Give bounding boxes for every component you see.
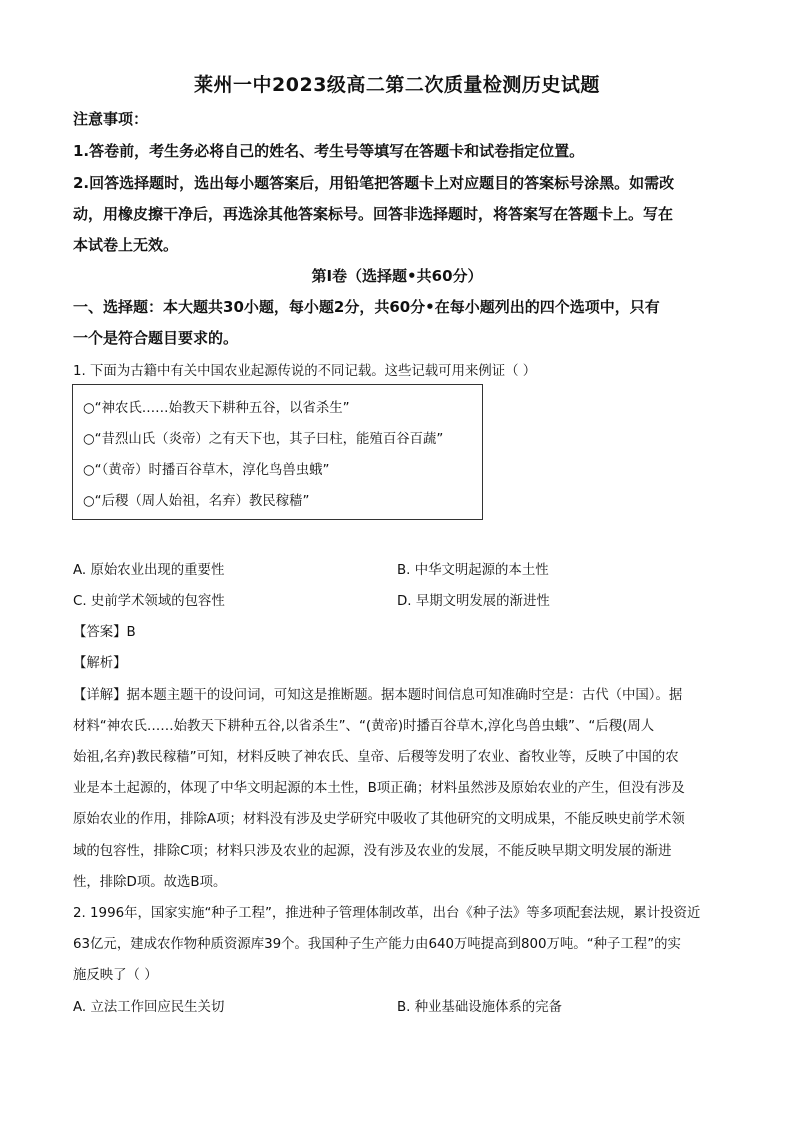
section-intro-b: 一个是符合题目要求的。 (73, 329, 239, 347)
q1-detail-line: 性，排除D项。故选B项。 (73, 875, 227, 890)
q1-answer: 【答案】B (73, 625, 136, 640)
q1-option-b: B. 中华文明起源的本土性 (397, 563, 549, 578)
q1-detail-line: 域的包容性，排除C项；材料只涉及农业的起源，没有涉及农业的发展，不能反映早期文明发展的渐进 (73, 844, 672, 859)
q1-detail-line: 【详解】据本题主题干的设问词，可知这是推断题。据本题时间信息可知准确时空是：古代（中国）。据 (73, 688, 683, 703)
q2-option-a: A. 立法工作回应民生关切 (73, 1000, 225, 1015)
notice-line-1: 1.答卷前，考生务必将自己的姓名、考生号等填写在答题卡和试卷指定位置。 (73, 142, 585, 160)
question-1-stem: 1. 下面为古籍中有关中国农业起源传说的不同记载。这些记载可用来例证（ ） (73, 364, 537, 379)
section-heading: 第Ⅰ卷（选择题•共60分） (311, 267, 483, 285)
q1-detail-line: 材料“神农氏……始教天下耕种五谷,以省杀生”、“(黄帝)时播百谷草木,淳化鸟兽虫蛾”、“后稷(周人 (73, 719, 655, 734)
quote-box (72, 384, 483, 520)
q1-option-c: C. 史前学术领域的包容性 (73, 594, 225, 609)
notice-line-2a: 2.回答选择题时，选出每小题答案后，用铅笔把答题卡上对应题目的答案标号涂黑。如需改 (73, 174, 675, 192)
notice-line-2c: 本试卷上无效。 (73, 236, 179, 254)
q1-option-a: A. 原始农业出现的重要性 (73, 563, 225, 578)
notice-line-2b: 动，用橡皮擦干净后，再选涂其他答案标号。回答非选择题时，将答案写在答题卡上。写在 (73, 205, 674, 223)
quote-item: ○“昔烈山氏（炎帝）之有天下也，其子曰柱，能殖百谷百蔬” (83, 432, 444, 447)
q1-detail-line: 原始农业的作用，排除A项；材料没有涉及史学研究中吸收了其他研究的文明成果，不能反映史前学术领 (73, 812, 685, 827)
notice-heading: 注意事项： (73, 110, 149, 128)
page-title: 莱州一中2023级高二第二次质量检测历史试题 (194, 74, 600, 96)
quote-item: ○“（黄帝）时播百谷草木，淳化鸟兽虫蛾” (83, 463, 330, 478)
q1-detail-line: 业是本土起源的，体现了中华文明起源的本土性，B项正确；材料虽然涉及原始农业的产生，但没有涉及 (73, 781, 685, 796)
question-2-stem-b: 63亿元，建成农作物种质资源库39个。我国种子生产能力由640万吨提高到800万吨。“种子工程”的实 (73, 937, 681, 952)
section-intro-a: 一、选择题：本大题共30小题，每小题2分，共60分•在每小题列出的四个选项中，只有 (73, 298, 660, 316)
question-2-stem-c: 施反映了（ ） (73, 968, 158, 983)
quote-item: ○“神农氏……始教天下耕种五谷，以省杀生” (83, 401, 350, 416)
question-2-stem-a: 2. 1996年，国家实施“种子工程”，推进种子管理体制改革，出台《种子法》等多项配套法规，累计投资近 (73, 906, 701, 921)
q2-option-b: B. 种业基础设施体系的完备 (397, 1000, 562, 1015)
quote-item: ○“后稷（周人始祖，名弃）教民稼穑” (83, 494, 310, 509)
q1-analysis-label: 【解析】 (73, 656, 127, 671)
q1-option-d: D. 早期文明发展的渐进性 (397, 594, 550, 609)
q1-detail-line: 始祖,名弃)教民稼穑”可知，材料反映了神农氏、皇帝、后稷等发明了农业、畜牧业等，反映了中国的农 (73, 750, 679, 765)
